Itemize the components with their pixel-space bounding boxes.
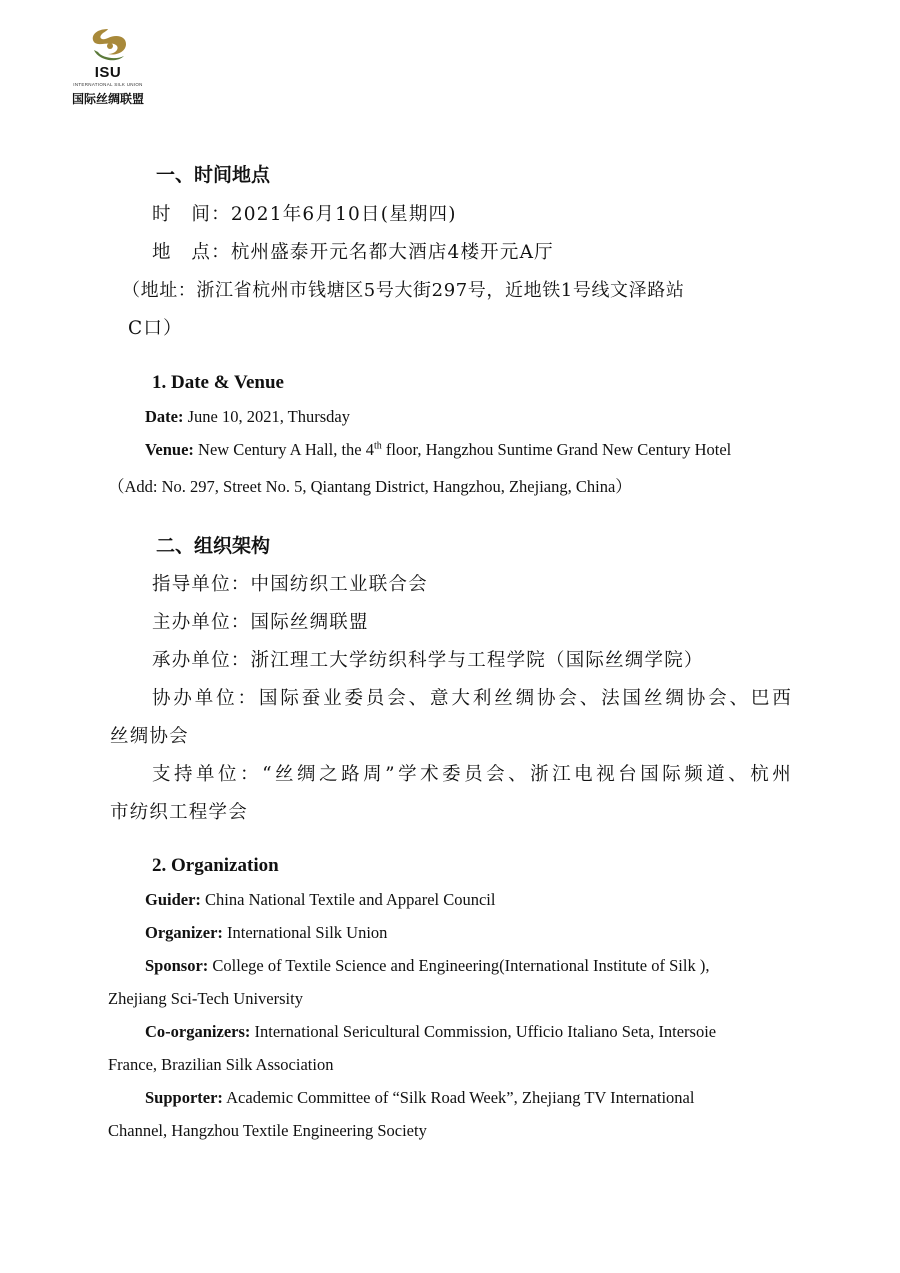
supporter-en-line-1 [145, 1088, 694, 1108]
isu-logo [62, 26, 154, 108]
organizer-zh: 主办单位：国际丝绸联盟 [152, 612, 369, 633]
guider-en [145, 890, 495, 910]
venue-value: 杭州盛泰开元名都大酒店4楼开元A厅 [230, 242, 554, 263]
address-line-2: C口） [128, 318, 183, 339]
address-en: （Add: No. 297, Street No. 5, Qiantang District, Hangzhou, Zhejiang, China） [108, 477, 632, 496]
venue-label: 地 点： [152, 242, 231, 263]
co-organizers-en-line-2: France, Brazilian Silk Association [108, 1055, 334, 1074]
venue-en-value-post: floor, Hangzhou Suntime Grand New Century Hotel [381, 440, 732, 459]
time-label: 时 间： [152, 204, 231, 225]
guider-zh: 指导单位：中国纺织工业联合会 [152, 574, 428, 595]
section1-en-heading: 1. Date & Venue [152, 372, 284, 393]
sponsor-en-label: Sponsor: [145, 956, 209, 975]
section2-zh-heading: 二、组织架构 [156, 535, 271, 557]
co-organizers-en-label: Co-organizers: [145, 1022, 251, 1041]
silk-swirl-logo-icon [86, 26, 130, 66]
sponsor-en-line-1 [145, 956, 709, 976]
supporter-en-line-2: Channel, Hangzhou Textile Engineering Society [108, 1121, 427, 1140]
supporter-zh-line-1: 支持单位：“丝绸之路周”学术委员会、浙江电视台国际频道、杭州 [152, 764, 792, 785]
supporter-en-label: Supporter: [145, 1088, 223, 1107]
section1-zh-heading: 一、时间地点 [156, 164, 271, 186]
organizer-en [145, 923, 387, 943]
venue-row [152, 238, 554, 264]
co-organizers-en-line-1 [145, 1022, 716, 1042]
guider-en-label: Guider: [145, 890, 201, 909]
time-row [152, 200, 457, 226]
co-organizers-zh-line-2: 丝绸协会 [110, 726, 189, 747]
time-value: 2021年6月10日(星期四) [230, 204, 457, 225]
venue-en-value-pre: New Century A Hall, the 4 [193, 440, 375, 459]
venue-en-sup: th [374, 440, 382, 452]
date-label: Date: [145, 407, 184, 426]
organizer-en-label: Organizer: [145, 923, 223, 942]
supporter-en-value: Academic Committee of “Silk Road Week”, Zhejiang TV International [222, 1088, 695, 1107]
logo-chinese-name: 国际丝绸联盟 [71, 92, 144, 106]
supporter-zh-line-2: 市纺织工程学会 [110, 802, 248, 823]
logo-subtitle: INTERNATIONAL SILK UNION [73, 82, 143, 87]
organizer-en-value: International Silk Union [222, 923, 388, 942]
sponsor-zh: 承办单位：浙江理工大学纺织科学与工程学院（国际丝绸学院） [152, 650, 704, 671]
co-organizers-zh-line-1: 协办单位：国际蚕业委员会、意大利丝绸协会、法国丝绸协会、巴西 [152, 688, 792, 709]
venue-en-label: Venue: [145, 440, 194, 459]
sponsor-en-value: College of Textile Science and Engineering(International Institute of Silk ), [208, 956, 710, 975]
section2-en-heading: 2. Organization [152, 855, 279, 876]
date-value: June 10, 2021, Thursday [183, 407, 350, 426]
venue-en-row [145, 440, 731, 460]
logo-abbreviation: ISU [94, 64, 122, 81]
co-organizers-en-value: International Sericultural Commission, Ufficio Italiano Seta, Intersoie [250, 1022, 717, 1041]
sponsor-en-line-2: Zhejiang Sci-Tech University [108, 989, 303, 1008]
date-row [145, 407, 350, 427]
address-line-1: （地址：浙江省杭州市钱塘区5号大街297号，近地铁1号线文泽路站 [122, 280, 685, 301]
guider-en-value: China National Textile and Apparel Council [200, 890, 496, 909]
